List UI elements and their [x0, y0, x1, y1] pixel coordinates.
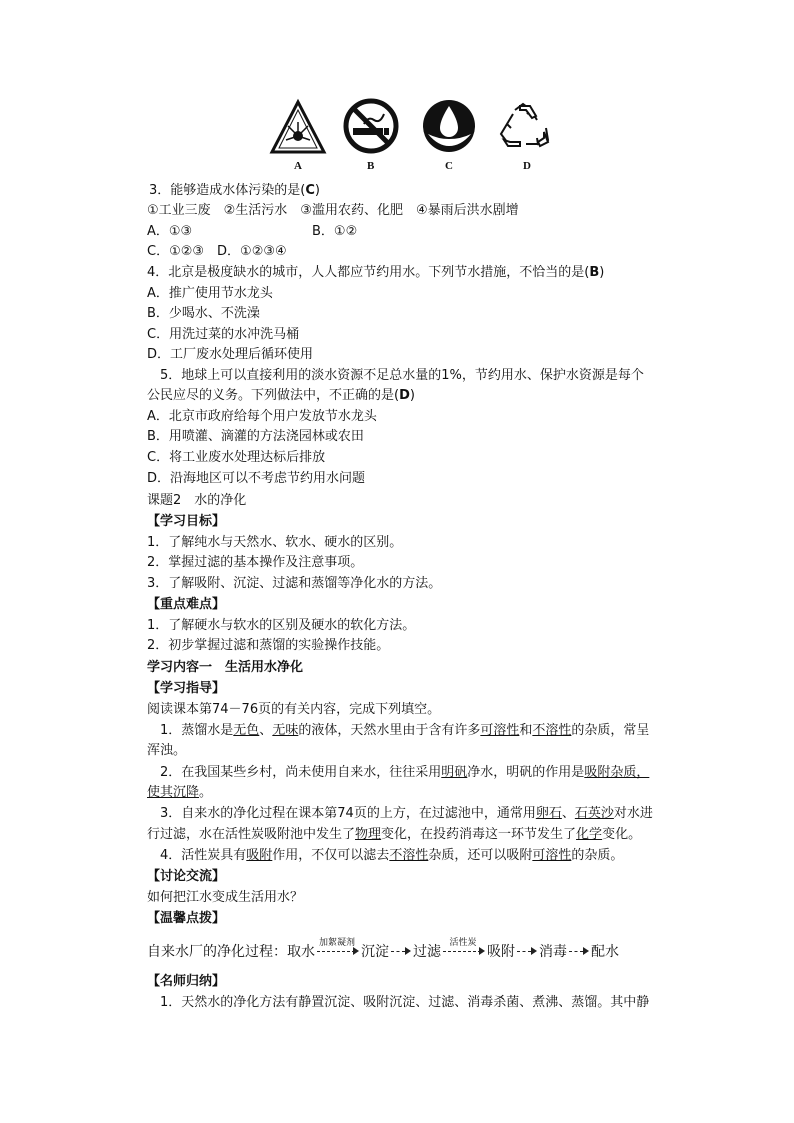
sign-label-c: C	[445, 160, 453, 172]
q3-answer: C	[305, 183, 315, 198]
fill-question-1-cont: 浑浊。	[147, 743, 187, 758]
explosive-warning-icon	[272, 102, 324, 152]
q4-option: D．工厂废水处理后循环使用	[147, 347, 314, 362]
q3-option-b: B．①②	[312, 224, 358, 239]
guide-heading: 【学习指导】	[147, 681, 226, 696]
guide-text: 阅读课本第74－76页的有关内容，完成下列填空。	[147, 702, 441, 717]
flow-arrow	[515, 945, 539, 959]
key-point-item: 1．了解硬水与软水的区别及硬水的软化方法。	[147, 618, 416, 633]
water-saving-icon	[423, 100, 475, 152]
flow-step: 沉淀	[361, 944, 389, 960]
q3-stem: 3．能够造成水体污染的是(C)	[149, 183, 320, 198]
q3-items: ①工业三废 ②生活污水 ③滥用农药、化肥 ④暴雨后洪水剧增	[147, 203, 519, 218]
q5-option: D．沿海地区可以不考虑节约用水问题	[147, 471, 366, 486]
discuss-question: 如何把江水变成生活用水？	[147, 890, 304, 905]
goals-heading: 【学习目标】	[147, 514, 226, 529]
q4-option: B．少喝水、不洗澡	[147, 306, 260, 321]
recycle-icon	[501, 104, 548, 146]
key-points-heading: 【重点难点】	[147, 597, 226, 612]
flow-arrow-flocculant: 加絮凝剂	[315, 945, 361, 959]
flow-step: 取水	[287, 944, 315, 960]
flow-step: 吸附	[487, 944, 515, 960]
flow-arrow	[567, 945, 591, 959]
q4-stem: 4．北京是极度缺水的城市，人人都应节约用水。下列节水措施，不恰当的是(B)	[147, 265, 605, 280]
q4-answer: B	[589, 265, 600, 280]
q5-option: C．将工业废水处理达标后排放	[147, 450, 326, 465]
fill-question-2-cont: 使其沉降。	[147, 785, 213, 800]
q4-option: C．用洗过菜的水冲洗马桶	[147, 327, 300, 342]
flow-step: 配水	[591, 944, 619, 960]
goal-item: 1．了解纯水与天然水、软水、硬水的区别。	[147, 535, 403, 550]
goal-item: 3．了解吸附、沉淀、过滤和蒸馏等净化水的方法。	[147, 576, 442, 591]
key-point-item: 2．初步掌握过滤和蒸馏的实验操作技能。	[147, 638, 390, 653]
tip-heading: 【温馨点拨】	[147, 911, 226, 926]
q4-option: A．推广使用节水龙头	[147, 286, 273, 301]
lesson-title: 课题2 水的净化	[147, 493, 247, 508]
q3-option-cd: C．①②③ D．①②③④	[147, 244, 287, 259]
q5-stem-line2: 公民应尽的义务。下列做法中，不正确的是(D)	[147, 388, 415, 403]
fill-question-1: 1．蒸馏水是无色、无味的液体，天然水里由于含有许多可溶性和不溶性的杂质，常呈	[160, 723, 650, 738]
goal-item: 2．掌握过滤的基本操作及注意事项。	[147, 555, 364, 570]
q5-option: A．北京市政府给每个用户发放节水龙头	[147, 409, 377, 424]
no-smoking-icon	[346, 101, 396, 151]
fill-question-2: 2．在我国某些乡村，尚未使用自来水，往往采用明矾净水，明矾的作用是吸附杂质，	[160, 765, 650, 780]
purification-flow: 自来水厂的净化过程：取水 加絮凝剂 沉淀 过滤 活性炭 吸附 消毒 配水	[147, 938, 619, 960]
q5-option: B．用喷灌、滴灌的方法浇园林或农田	[147, 429, 364, 444]
teacher-heading: 【名师归纳】	[147, 974, 226, 989]
flow-step: 消毒	[539, 944, 567, 960]
content-title: 学习内容一 生活用水净化	[147, 660, 304, 675]
fill-question-4: 4．活性炭具有吸附作用，不仅可以滤去不溶性杂质，还可以吸附可溶性的杂质。	[160, 848, 624, 863]
fill-question-3: 3．自来水的净化过程在课本第74页的上方，在过滤池中，通常用卵石、石英沙对水进	[160, 806, 653, 821]
discuss-heading: 【讨论交流】	[147, 869, 226, 884]
q3-option-a: A．①③	[147, 224, 193, 239]
q5-answer: D	[399, 388, 410, 403]
fill-question-3-cont: 行过滤，水在活性炭吸附池中发生了物理变化，在投药消毒这一环节发生了化学变化。	[147, 827, 642, 842]
sign-label-b: B	[367, 160, 375, 172]
flow-arrow-carbon: 活性炭	[441, 945, 487, 959]
sign-label-a: A	[294, 160, 302, 172]
flow-step: 过滤	[413, 944, 441, 960]
teacher-text: 1．天然水的净化方法有静置沉淀、吸附沉淀、过滤、消毒杀菌、煮沸、蒸馏。其中静	[160, 995, 650, 1010]
sign-label-d: D	[523, 160, 531, 172]
flow-arrow	[389, 945, 413, 959]
signs-figure	[268, 98, 568, 178]
q5-stem-line1: 5．地球上可以直接利用的淡水资源不足总水量的1%，节约用水、保护水资源是每个	[160, 368, 644, 383]
